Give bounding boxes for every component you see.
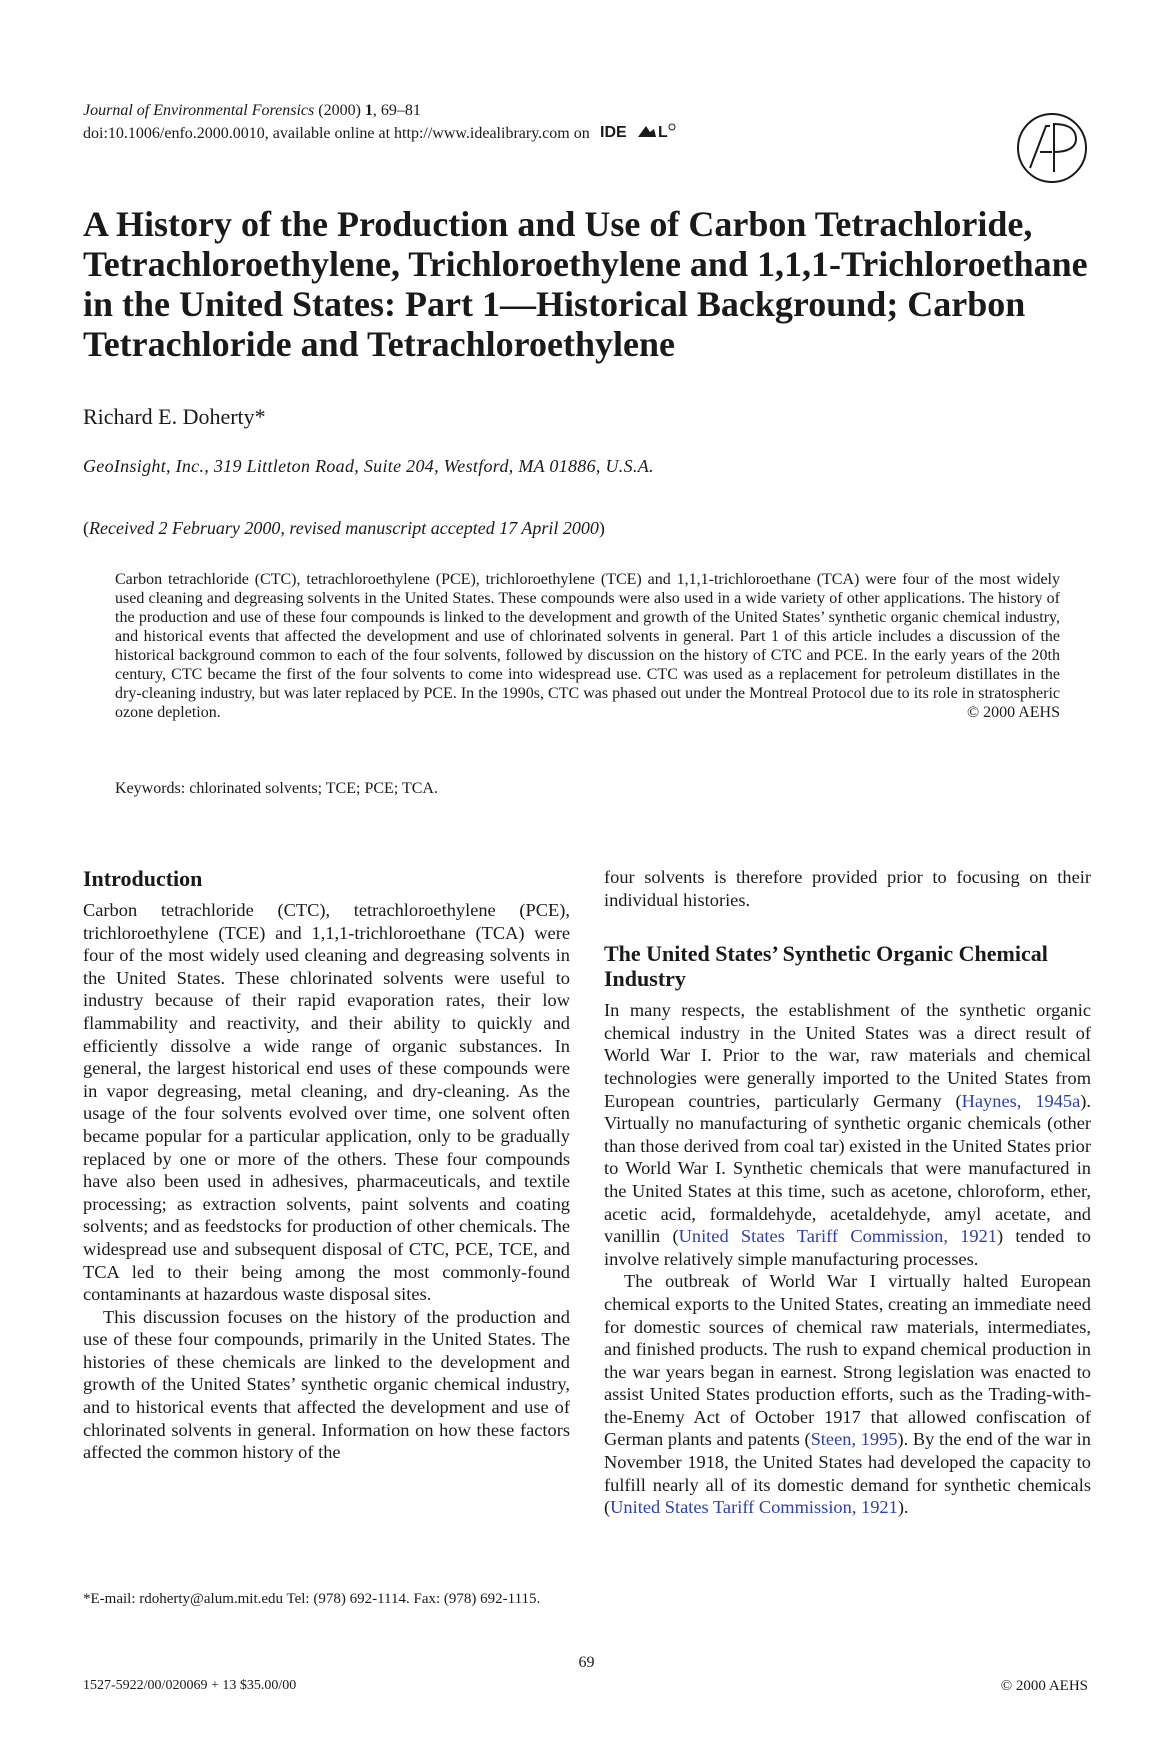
left-column <box>83 866 570 1464</box>
citation-link[interactable]: Haynes, 1945a <box>961 1090 1081 1111</box>
author-footnote: *E-mail: rdoherty@alum.mit.edu Tel: (978) 692-1114. Fax: (978) 692-1115. <box>83 1591 541 1607</box>
author-name: Richard E. Doherty* <box>83 404 266 429</box>
intro-paragraph-1: Carbon tetrachloride (CTC), tetrachloroethylene (PCE), trichloroethylene (TCE) and 1,1,1-trichloroethane (TCA) were four of the most widely used cleaning and degreasing solvents in the United States. These chlorinated solvents were useful to industry because of their rapid evaporation rates, their low flammability and reactivity, and their ability to quickly and efficiently dissolve a wide range of organic substances. In general, the largest historical end uses of these compounds were in vapor degreasing, metal cleaning, and dry-cleaning. As the usage of the four solvents evolved over time, one solvent often became popular for a particular application, only to be gradually replaced by one or more of the others. These four compounds have also been used in adhesives, pharmaceuticals, and textile processing; as extraction solvents, paint solvents and coating solvents; and as feedstocks for production of other chemicals. The widespread use and subsequent disposal of CTC, PCE, TCE, and TCA led to their being among the most commonly-found contaminants at hazardous waste disposal sites. <box>83 900 570 1305</box>
article-title: A History of the Production and Use of Carbon Tetrachloride, Tetrachloroethylene, Trichloroethylene and 1,1,1-Trichloroethane in the United States: Part 1—Historical Background; Carbon Tetrachloride and Tetrachloroethylene <box>83 204 1088 364</box>
abstract <box>115 570 1060 722</box>
intro-paragraph-2: This discussion focuses on the history of the production and use of these four compounds, primarily in the United States. The histories of these chemicals are linked to the development and growth of the United States’ synthetic organic chemical industry, and to historical events that affected the development and use of chlorinated solvents in general. Information on how these factors affected the common history of the <box>83 1306 570 1463</box>
abstract-copyright: © 2000 AEHS <box>966 704 1060 721</box>
citation-link[interactable]: United States Tariff Commission, 1921 <box>610 1497 898 1518</box>
keywords: Keywords: chlorinated solvents; TCE; PCE; TCA. <box>115 780 438 797</box>
industry-paragraph-2: The outbreak of World War I virtually halted European chemical exports to the United States, creating an immediate need for domestic sources of chemical raw materials, intermediates, and finished products. The rush to expand chemical production in the war years began in earnest. Strong legislation was enacted to assist United States production efforts, such as the Trading-with-the-Enemy Act of October 1917 that allowed confiscation of German plants and patents (Steen, 1995). By the end of the war in November 1918, the United States had developed the capacity to fulfill nearly all of its domestic demand for synthetic chemicals (United States Tariff Commission, 1921). <box>604 1271 1091 1518</box>
journal-volume: 1 <box>364 102 373 119</box>
right-column <box>604 866 1091 1519</box>
ideal-logo-icon <box>598 122 678 147</box>
svg-text:IDE: IDE <box>599 124 627 140</box>
intro-paragraph-2-continued: four solvents is therefore provided prior to focusing on their individual histories. <box>604 867 1091 910</box>
page-number: 69 <box>578 1654 595 1671</box>
citation-link[interactable]: United States Tariff Commission, 1921 <box>678 1226 997 1247</box>
author-affiliation: GeoInsight, Inc., 319 Littleton Road, Suite 204, Westford, MA 01886, U.S.A. <box>83 456 654 476</box>
citation-link[interactable]: Steen, 1995 <box>810 1429 898 1450</box>
journal-code: 1527-5922/00/020069 + 13 $35.00/00 <box>83 1678 297 1693</box>
doi-line: doi:10.1006/enfo.2000.0010, available online at http://www.idealibrary.com on <box>83 125 590 143</box>
journal-citation: Journal of Environmental Forensics (2000) 1, 69–81 doi:10.1006/enfo.2000.0010, available online at http://www.idealibrary.com on IDE L <box>83 100 678 147</box>
received-dates: (Received 2 February 2000, revised manuscript accepted 17 April 2000) <box>83 518 605 538</box>
svg-text:L: L <box>657 124 668 140</box>
industry-paragraph-1: In many respects, the establishment of the synthetic organic chemical industry in the United States was a direct result of World War I. Prior to the war, raw materials and chemical technologies were generally imported to the United States from European countries, particularly Germany (Haynes, 1945a). Virtually no manufacturing of synthetic organic chemicals (other than those derived from coal tar) existed in the United States prior to World War I. Synthetic chemicals that were manufactured in the United States at this time, such as acetone, chloroform, ether, acetic acid, formaldehyde, acetaldehyde, amyl acetate, and vanillin (United States Tariff Commission, 1921) tended to involve relatively simple manufacturing processes. <box>604 1000 1091 1269</box>
academic-press-logo-icon <box>1016 112 1088 184</box>
section-heading-industry: The United States’ Synthetic Organic Chemical Industry <box>604 941 1048 992</box>
introduction-heading: Introduction <box>83 866 203 891</box>
footer-copyright: © 2000 AEHS <box>1000 1678 1088 1694</box>
abstract-text: Carbon tetrachloride (CTC), tetrachloroethylene (PCE), trichloroethylene (TCE) and 1,1,1-trichloroethane (TCA) were four of the most widely used cleaning and degreasing solvents in the United States. These compounds were also used in a wide variety of other applications. The history of the production and use of these four compounds is linked to the development and growth of the United States’ synthetic organic chemical industry, and historical events that affected the development and use of chlorinated solvents in general. Part 1 of this article includes a discussion of the historical background common to each of the four solvents, followed by discussion on the history of CTC and PCE. In the early years of the 20th century, CTC became the first of the four solvents to come into widespread use. CTC was used as a replacement for petroleum distillates in the dry-cleaning industry, but was later replaced by PCE. In the 1990s, CTC was phased out under the Montreal Protocol due to its role in stratospheric ozone depletion. <box>115 571 1060 721</box>
journal-name: Journal of Environmental Forensics <box>83 102 315 119</box>
